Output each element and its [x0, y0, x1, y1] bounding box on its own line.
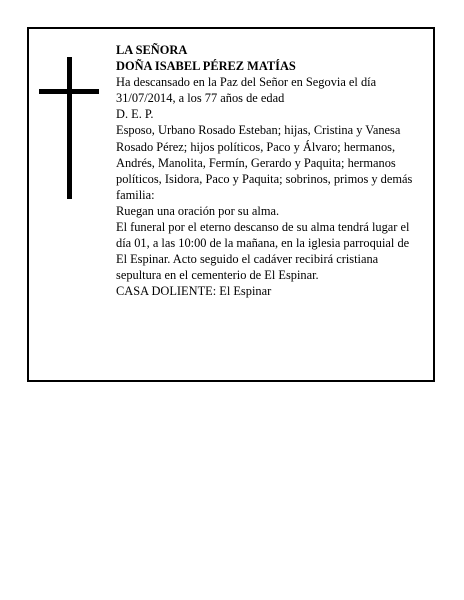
dep-line: D. E. P. — [116, 107, 154, 122]
rest-statement: Ha descansado en la Paz del Señor en Segovia el día 31/07/2014, a los 77 años de edad — [116, 75, 377, 106]
cross-horizontal-bar — [39, 89, 99, 94]
cross-icon — [39, 57, 99, 199]
house-of-mourning: CASA DOLIENTE: El Espinar — [116, 284, 272, 299]
notice-heading-title: LA SEÑORA — [116, 43, 188, 57]
deceased-name: DOÑA ISABEL PÉREZ MATÍAS — [116, 59, 296, 74]
prayer-request: Ruegan una oración por su alma. — [116, 203, 280, 218]
funeral-details: El funeral por el eterno descanso de su alma tendrá lugar el día 01, a las 10:00 de la mañana, en la iglesia parroquial de El Espinar. Acto seguido el cadáver recibirá cristiana sepultura en el cementerio de El Espinar. — [116, 220, 410, 283]
family-list: Esposo, Urbano Rosado Esteban; hijas, Cristina y Vanesa Rosado Pérez; hijos políticos, Paco y Álvaro; hermanos, Andrés, Manolita, Fermín, Gerardo y Paquita; hermanos políticos, Isidora, Paco y Paquita; sobrinos, primos y demás familia: — [116, 123, 413, 202]
cross-vertical-bar — [67, 57, 72, 199]
obituary-notice — [27, 27, 435, 382]
notice-body — [116, 42, 416, 300]
